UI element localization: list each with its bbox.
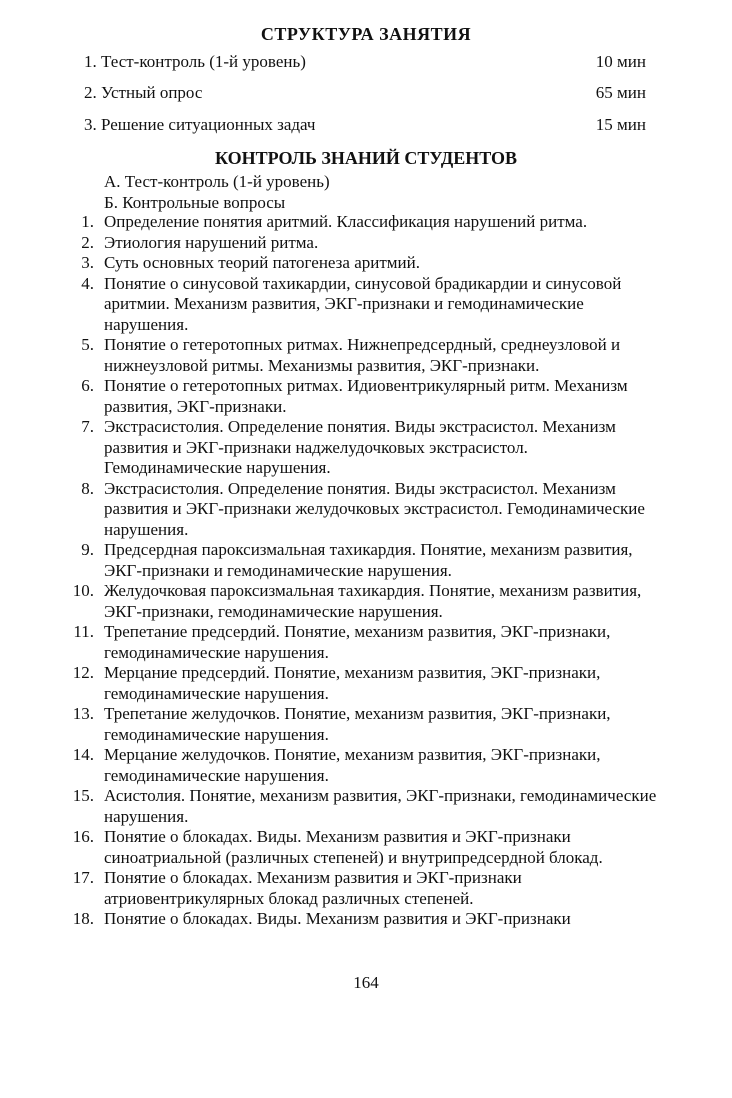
schedule-row <box>0 52 732 76</box>
item-number: 18. <box>72 909 94 928</box>
item-number: 7. <box>81 417 94 436</box>
schedule-duration: 65 мин <box>595 83 646 102</box>
item-number: 13. <box>72 704 94 723</box>
item-number: 6. <box>81 376 94 395</box>
item-number: 1. <box>81 212 94 231</box>
list-item <box>0 540 732 581</box>
item-number: 4. <box>81 273 94 293</box>
list-item <box>0 622 732 663</box>
list-item <box>0 376 732 417</box>
list-item <box>0 274 732 336</box>
section-title: КОНТРОЛЬ ЗНАНИЙ СТУДЕНТОВ <box>215 148 517 168</box>
item-text: Трепетание предсердий. Понятие, механизм развития, ЭКГ-признаки, гемодинамические нарушения. <box>104 622 611 662</box>
item-number: 3. <box>81 253 94 272</box>
item-text: Понятие о блокадах. Виды. Механизм развития и ЭКГ-признаки <box>104 909 571 928</box>
list-item <box>0 581 732 622</box>
item-text: Понятие о блокадах. Виды. Механизм развития и ЭКГ-признаки синоатриальной (различных степеней) и внутрипредсердной блокад. <box>104 827 603 867</box>
item-number: 11. <box>73 622 94 641</box>
list-item <box>0 704 732 745</box>
list-item <box>0 335 732 376</box>
list-item <box>0 827 732 868</box>
schedule-duration: 10 мин <box>595 52 646 71</box>
item-text: Понятие о синусовой тахикардии, синусовой брадикардии и синусовой аритмии. Механизм развития, ЭКГ-признаки и гемодинамические нарушения. <box>104 273 622 334</box>
schedule-label: 3. Решение ситуационных задач <box>84 115 316 134</box>
item-number: 2. <box>81 232 94 252</box>
list-item <box>0 233 732 254</box>
list-item <box>0 663 732 704</box>
list-item <box>0 909 732 930</box>
schedule-row <box>0 115 732 139</box>
item-number: 14. <box>72 745 94 764</box>
item-text: Понятие о гетеротопных ритмах. Идиовентрикулярный ритм. Механизм развития, ЭКГ-признаки. <box>104 376 628 416</box>
list-item <box>0 786 732 827</box>
item-text: Понятие о гетеротопных ритмах. Нижнепредсердный, среднеузловой и нижнеузловой ритмы. Механизмы развития, ЭКГ-признаки. <box>104 335 621 375</box>
item-text: Предсердная пароксизмальная тахикардия. Понятие, механизм развития, ЭКГ-признаки и гемодинамические нарушения. <box>104 540 633 580</box>
item-number: 16. <box>72 827 94 846</box>
item-number: 15. <box>72 786 94 805</box>
list-item <box>0 479 732 541</box>
schedule-label: 1. Тест-контроль (1-й уровень) <box>84 52 306 71</box>
page-number: 164 <box>353 973 379 992</box>
item-number: 17. <box>72 868 94 887</box>
item-number: 9. <box>81 540 94 559</box>
item-text: Мерцание желудочков. Понятие, механизм развития, ЭКГ-признаки, гемодинамические нарушения. <box>104 745 601 785</box>
item-text: Трепетание желудочков. Понятие, механизм развития, ЭКГ-признаки, гемодинамические нарушения. <box>104 704 611 744</box>
item-number: 5. <box>81 335 94 354</box>
subsection-a: А. Тест-контроль (1-й уровень) <box>104 172 330 191</box>
item-text: Этиология нарушений ритма. <box>104 232 319 252</box>
item-number: 12. <box>72 663 94 682</box>
list-item <box>0 417 732 479</box>
item-text: Экстрасистолия. Определение понятия. Виды экстрасистол. Механизм развития и ЭКГ-признаки наджелудочковых экстрасистол. Гемодинамические нарушения. <box>104 417 616 477</box>
questions-list <box>0 212 732 930</box>
item-text: Экстрасистолия. Определение понятия. Виды экстрасистол. Механизм развития и ЭКГ-признаки желудочковых экстрасистол. Гемодинамические нарушения. <box>104 478 645 539</box>
item-text: Асистолия. Понятие, механизм развития, ЭКГ-признаки, гемодинамические нарушения. <box>104 786 657 826</box>
list-item <box>0 253 732 274</box>
item-text: Желудочковая пароксизмальная тахикардия. Понятие, механизм развития, ЭКГ-признаки, гемодинамические нарушения. <box>104 581 642 621</box>
schedule-duration: 15 мин <box>595 115 646 134</box>
subsection-b: Б. Контрольные вопросы <box>104 193 286 212</box>
page-heading: СТРУКТУРА ЗАНЯТИЯ <box>260 24 472 44</box>
item-number: 8. <box>81 478 94 498</box>
item-text: Суть основных теорий патогенеза аритмий. <box>104 253 420 272</box>
item-text: Определение понятия аритмий. Классификация нарушений ритма. <box>104 212 588 231</box>
schedule-row <box>0 83 732 107</box>
item-number: 10. <box>72 581 94 600</box>
item-text: Понятие о блокадах. Механизм развития и ЭКГ-признаки атриовентрикулярных блокад различных степеней. <box>104 868 522 908</box>
schedule-label: 2. Устный опрос <box>84 83 203 102</box>
item-text: Мерцание предсердий. Понятие, механизм развития, ЭКГ-признаки, гемодинамические нарушения. <box>104 663 601 703</box>
list-item <box>0 745 732 786</box>
list-item <box>0 868 732 909</box>
list-item <box>0 212 732 233</box>
